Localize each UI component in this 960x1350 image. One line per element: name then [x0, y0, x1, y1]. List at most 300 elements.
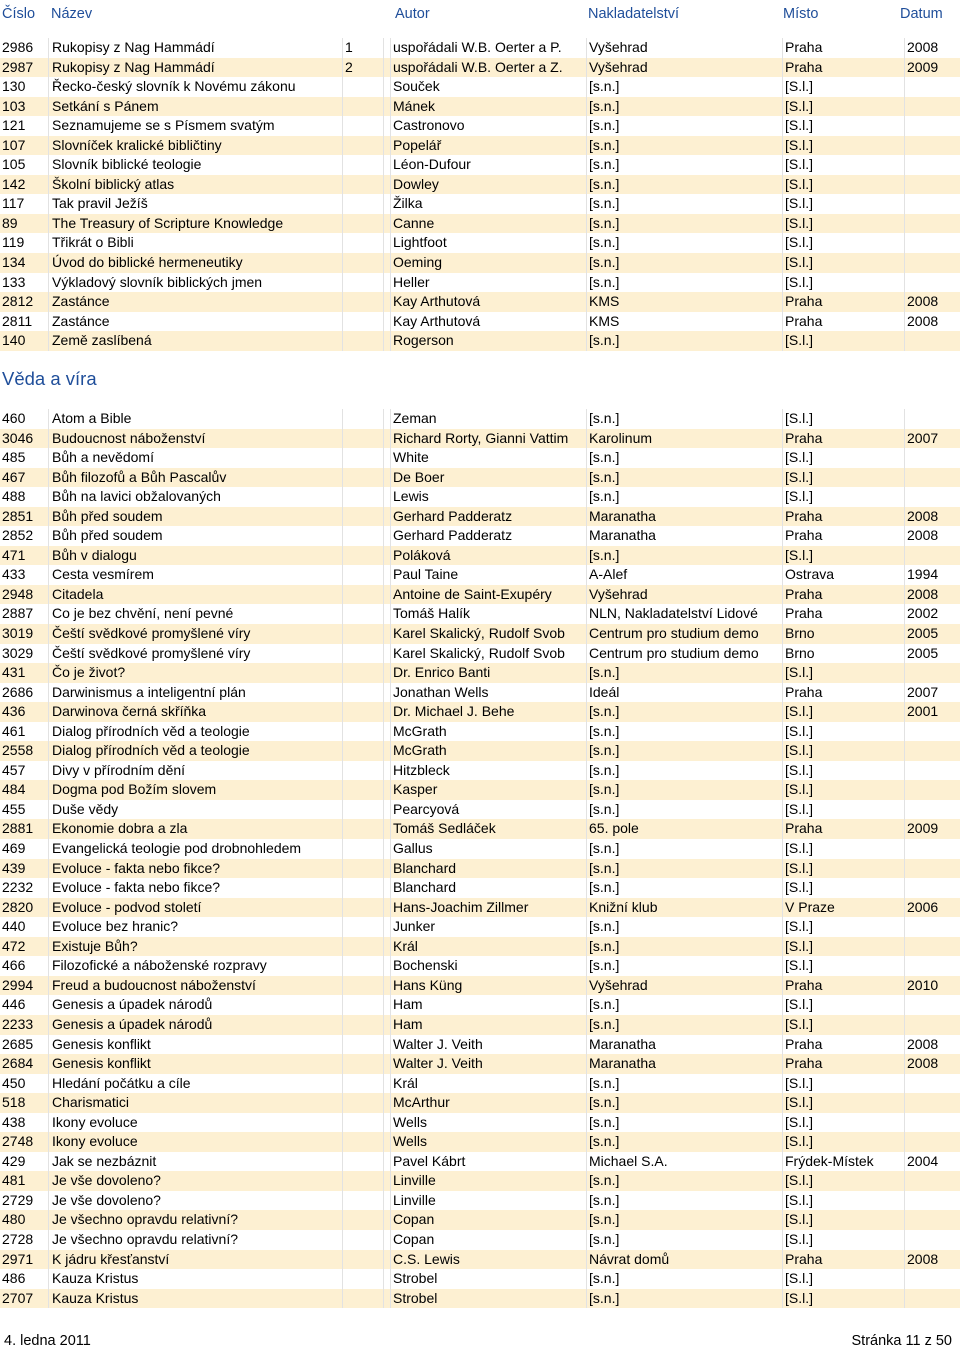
cell-nakladatelstvi: [s.n.]	[586, 878, 774, 898]
cell-svazek	[342, 273, 384, 293]
cell-nazev: Genesis konflikt	[48, 1054, 334, 1074]
cell-misto: [S.l.]	[782, 800, 896, 820]
cell-nakladatelstvi: [s.n.]	[586, 233, 774, 253]
cell-nakladatelstvi: 65. pole	[586, 819, 774, 839]
table-row	[0, 1132, 960, 1152]
cell-datum	[904, 995, 958, 1015]
cell-datum	[904, 77, 958, 97]
table-row	[0, 1035, 960, 1055]
cell-datum: 2002	[904, 604, 958, 624]
cell-autor: Jonathan Wells	[390, 683, 578, 703]
cell-nakladatelstvi: KMS	[586, 312, 774, 332]
cell-nakladatelstvi: [s.n.]	[586, 1210, 774, 1230]
cell-svazek	[342, 1093, 384, 1113]
cell-svazek	[342, 1054, 384, 1074]
cell-misto: Praha	[782, 58, 896, 78]
cell-nakladatelstvi: Maranatha	[586, 507, 774, 527]
cell-misto: Praha	[782, 312, 896, 332]
cell-cislo: 2887	[2, 605, 34, 622]
cell-nazev: Rukopisy z Nag Hammádí	[48, 58, 334, 78]
cell-autor: Dr. Michael J. Behe	[390, 702, 578, 722]
table-row	[0, 487, 960, 507]
cell-autor: Wells	[390, 1113, 578, 1133]
cell-nazev: Divy v přírodním dění	[48, 761, 334, 781]
cell-datum: 2007	[904, 683, 958, 703]
cell-nakladatelstvi: KMS	[586, 292, 774, 312]
cell-autor: Lightfoot	[390, 233, 578, 253]
cell-datum	[904, 1210, 958, 1230]
cell-misto: [S.l.]	[782, 1289, 896, 1309]
cell-datum: 1994	[904, 565, 958, 585]
cell-nazev: Je vše dovoleno?	[48, 1171, 334, 1191]
cell-svazek	[342, 898, 384, 918]
cell-nakladatelstvi: [s.n.]	[586, 1015, 774, 1035]
cell-nazev: Filozofické a náboženské rozpravy	[48, 956, 334, 976]
cell-svazek	[342, 917, 384, 937]
table-row	[0, 448, 960, 468]
cell-nakladatelstvi: [s.n.]	[586, 546, 774, 566]
cell-svazek	[342, 155, 384, 175]
cell-datum	[904, 155, 958, 175]
cell-nazev: Existuje Bůh?	[48, 937, 334, 957]
table-row	[0, 1152, 960, 1172]
cell-datum	[904, 409, 958, 429]
cell-datum: 2010	[904, 976, 958, 996]
cell-nakladatelstvi: [s.n.]	[586, 663, 774, 683]
cell-autor: Ham	[390, 1015, 578, 1035]
column-header	[0, 0, 960, 30]
cell-datum: 2001	[904, 702, 958, 722]
cell-cislo: 103	[2, 97, 26, 114]
cell-svazek	[342, 839, 384, 859]
cell-datum	[904, 97, 958, 117]
cell-nazev: Zastánce	[48, 312, 334, 332]
cell-nazev: Evoluce - fakta nebo fikce?	[48, 859, 334, 879]
cell-autor: Kasper	[390, 780, 578, 800]
cell-datum: 2009	[904, 58, 958, 78]
cell-nazev: Čo je život?	[48, 663, 334, 683]
cell-autor: uspořádali W.B. Oerter a Z.	[390, 58, 578, 78]
cell-autor: Král	[390, 1074, 578, 1094]
cell-autor: Dr. Enrico Banti	[390, 663, 578, 683]
cell-autor: Linville	[390, 1191, 578, 1211]
cell-svazek	[342, 1132, 384, 1152]
cell-datum: 2009	[904, 819, 958, 839]
cell-nakladatelstvi: [s.n.]	[586, 1289, 774, 1309]
cell-nakladatelstvi: [s.n.]	[586, 839, 774, 859]
cell-cislo: 450	[2, 1074, 26, 1091]
cell-nazev: Čeští svědkové promyšlené víry	[48, 624, 334, 644]
table-row	[0, 722, 960, 742]
cell-cislo: 457	[2, 761, 26, 778]
cell-misto: [S.l.]	[782, 995, 896, 1015]
cell-autor: Paul Taine	[390, 565, 578, 585]
cell-svazek	[342, 1191, 384, 1211]
cell-nakladatelstvi: [s.n.]	[586, 487, 774, 507]
table-row	[0, 1074, 960, 1094]
table-row	[0, 604, 960, 624]
cell-misto: [S.l.]	[782, 702, 896, 722]
cell-nakladatelstvi: [s.n.]	[586, 1269, 774, 1289]
cell-misto: [S.l.]	[782, 233, 896, 253]
cell-cislo: 2820	[2, 898, 34, 915]
cell-svazek	[342, 97, 384, 117]
table-row	[0, 761, 960, 781]
cell-cislo: 471	[2, 546, 26, 563]
cell-datum: 2008	[904, 526, 958, 546]
table-row	[0, 331, 960, 351]
cell-nakladatelstvi: A-Alef	[586, 565, 774, 585]
cell-svazek	[342, 1171, 384, 1191]
table-row	[0, 1210, 960, 1230]
cell-nakladatelstvi: Vyšehrad	[586, 976, 774, 996]
cell-cislo: 466	[2, 957, 26, 974]
cell-misto: [S.l.]	[782, 136, 896, 156]
cell-svazek	[342, 937, 384, 957]
cell-autor: Heller	[390, 273, 578, 293]
cell-nakladatelstvi: [s.n.]	[586, 116, 774, 136]
cell-cislo: 2812	[2, 293, 34, 310]
book-table-1	[0, 38, 960, 351]
cell-nazev: Řecko-český slovník k Novému zákonu	[48, 77, 334, 97]
cell-nazev: Hledání počátku a cíle	[48, 1074, 334, 1094]
cell-autor: Tomáš Sedláček	[390, 819, 578, 839]
cell-autor: Gerhard Padderatz	[390, 526, 578, 546]
cell-nazev: Ikony evoluce	[48, 1132, 334, 1152]
cell-cislo: 2729	[2, 1191, 34, 1208]
cell-datum: 2006	[904, 898, 958, 918]
table-row	[0, 1015, 960, 1035]
cell-misto: Ostrava	[782, 565, 896, 585]
cell-nazev: Setkání s Pánem	[48, 97, 334, 117]
cell-svazek	[342, 1113, 384, 1133]
table-row	[0, 937, 960, 957]
cell-misto: [S.l.]	[782, 273, 896, 293]
cell-nakladatelstvi: Centrum pro studium demo	[586, 644, 774, 664]
cell-nazev: Charismatici	[48, 1093, 334, 1113]
cell-cislo: 485	[2, 449, 26, 466]
cell-datum	[904, 116, 958, 136]
cell-cislo: 2994	[2, 976, 34, 993]
cell-nazev: Genesis konflikt	[48, 1035, 334, 1055]
cell-misto: [S.l.]	[782, 1113, 896, 1133]
cell-cislo: 439	[2, 859, 26, 876]
cell-datum: 2005	[904, 644, 958, 664]
table-row	[0, 702, 960, 722]
cell-misto: Brno	[782, 624, 896, 644]
header-nakladatelstvi: Nakladatelství	[588, 6, 680, 22]
cell-nakladatelstvi: [s.n.]	[586, 273, 774, 293]
cell-nazev: K jádru křesťanství	[48, 1250, 334, 1270]
table-row	[0, 565, 960, 585]
cell-datum	[904, 663, 958, 683]
cell-svazek	[342, 546, 384, 566]
cell-datum	[904, 878, 958, 898]
cell-svazek	[342, 331, 384, 351]
table-row	[0, 116, 960, 136]
cell-cislo: 2686	[2, 683, 34, 700]
cell-misto: [S.l.]	[782, 448, 896, 468]
table-row	[0, 1269, 960, 1289]
table-row	[0, 1054, 960, 1074]
cell-autor: McGrath	[390, 741, 578, 761]
cell-svazek	[342, 292, 384, 312]
cell-nakladatelstvi: [s.n.]	[586, 448, 774, 468]
cell-nakladatelstvi: [s.n.]	[586, 253, 774, 273]
footer-page-number: Stránka 11 z 50	[851, 1333, 952, 1349]
cell-nakladatelstvi: [s.n.]	[586, 136, 774, 156]
cell-svazek	[342, 780, 384, 800]
cell-nakladatelstvi: [s.n.]	[586, 1132, 774, 1152]
cell-datum: 2007	[904, 429, 958, 449]
cell-svazek	[342, 194, 384, 214]
cell-svazek	[342, 722, 384, 742]
cell-nazev: Ekonomie dobra a zla	[48, 819, 334, 839]
table-row	[0, 1113, 960, 1133]
cell-nakladatelstvi: [s.n.]	[586, 800, 774, 820]
cell-cislo: 2728	[2, 1230, 34, 1247]
cell-datum	[904, 331, 958, 351]
table-row	[0, 77, 960, 97]
cell-autor: Oeming	[390, 253, 578, 273]
cell-svazek	[342, 233, 384, 253]
cell-cislo: 438	[2, 1113, 26, 1130]
cell-nazev: Bůh a nevědomí	[48, 448, 334, 468]
cell-cislo: 446	[2, 996, 26, 1013]
cell-svazek	[342, 526, 384, 546]
cell-nazev: Je vše dovoleno?	[48, 1191, 334, 1211]
cell-nazev: Co je bez chvění, není pevné	[48, 604, 334, 624]
cell-misto: [S.l.]	[782, 663, 896, 683]
cell-nakladatelstvi: Karolinum	[586, 429, 774, 449]
cell-misto: Praha	[782, 604, 896, 624]
cell-nazev: Genesis a úpadek národů	[48, 995, 334, 1015]
cell-cislo: 3029	[2, 644, 34, 661]
cell-autor: Hans-Joachim Zillmer	[390, 898, 578, 918]
cell-misto: [S.l.]	[782, 761, 896, 781]
cell-misto: [S.l.]	[782, 1191, 896, 1211]
cell-datum	[904, 546, 958, 566]
cell-datum	[904, 136, 958, 156]
table-row	[0, 97, 960, 117]
table-row	[0, 780, 960, 800]
cell-svazek	[342, 468, 384, 488]
cell-misto: Brno	[782, 644, 896, 664]
table-row	[0, 683, 960, 703]
cell-nazev: Rukopisy z Nag Hammádí	[48, 38, 334, 58]
cell-misto: [S.l.]	[782, 214, 896, 234]
cell-nakladatelstvi: [s.n.]	[586, 175, 774, 195]
table-row	[0, 878, 960, 898]
cell-svazek	[342, 429, 384, 449]
cell-autor: Copan	[390, 1210, 578, 1230]
table-row	[0, 292, 960, 312]
cell-svazek	[342, 859, 384, 879]
cell-cislo: 429	[2, 1152, 26, 1169]
header-datum: Datum	[900, 6, 943, 22]
cell-datum	[904, 956, 958, 976]
cell-nazev: Slovník biblické teologie	[48, 155, 334, 175]
cell-datum: 2008	[904, 507, 958, 527]
cell-datum: 2008	[904, 585, 958, 605]
cell-cislo: 461	[2, 722, 26, 739]
cell-svazek	[342, 1152, 384, 1172]
cell-misto: Praha	[782, 683, 896, 703]
cell-misto: Frýdek-Místek	[782, 1152, 896, 1172]
cell-datum	[904, 1269, 958, 1289]
cell-cislo: 134	[2, 254, 26, 271]
cell-cislo: 2684	[2, 1055, 34, 1072]
cell-datum	[904, 253, 958, 273]
cell-cislo: 2707	[2, 1289, 34, 1306]
table-row	[0, 1230, 960, 1250]
cell-misto: Praha	[782, 1035, 896, 1055]
cell-svazek	[342, 878, 384, 898]
cell-misto: [S.l.]	[782, 839, 896, 859]
cell-nakladatelstvi: [s.n.]	[586, 409, 774, 429]
cell-cislo: 486	[2, 1270, 26, 1287]
cell-misto: [S.l.]	[782, 116, 896, 136]
cell-nazev: Evoluce bez hranic?	[48, 917, 334, 937]
cell-svazek	[342, 214, 384, 234]
cell-nazev: Zastánce	[48, 292, 334, 312]
cell-svazek	[342, 683, 384, 703]
cell-nazev: Darwinismus a inteligentní plán	[48, 683, 334, 703]
table-row	[0, 800, 960, 820]
cell-misto: [S.l.]	[782, 780, 896, 800]
table-row	[0, 1289, 960, 1309]
cell-cislo: 2851	[2, 507, 34, 524]
cell-nazev: Evoluce - fakta nebo fikce?	[48, 878, 334, 898]
cell-misto: Praha	[782, 585, 896, 605]
cell-cislo: 480	[2, 1211, 26, 1228]
cell-nazev: Duše vědy	[48, 800, 334, 820]
cell-misto: Praha	[782, 292, 896, 312]
cell-autor: Blanchard	[390, 878, 578, 898]
table-row	[0, 136, 960, 156]
cell-nakladatelstvi: Centrum pro studium demo	[586, 624, 774, 644]
cell-nakladatelstvi: [s.n.]	[586, 1230, 774, 1250]
cell-nazev: Slovníček kralické bibličtiny	[48, 136, 334, 156]
cell-autor: Hitzbleck	[390, 761, 578, 781]
cell-misto: Praha	[782, 1054, 896, 1074]
footer-date: 4. ledna 2011	[4, 1333, 91, 1349]
cell-misto: [S.l.]	[782, 409, 896, 429]
cell-misto: [S.l.]	[782, 1230, 896, 1250]
cell-autor: Léon-Dufour	[390, 155, 578, 175]
table-row	[0, 468, 960, 488]
cell-autor: Richard Rorty, Gianni Vattim	[390, 429, 578, 449]
cell-autor: Wells	[390, 1132, 578, 1152]
cell-nazev: Země zaslíbená	[48, 331, 334, 351]
cell-autor: Tomáš Halík	[390, 604, 578, 624]
cell-nakladatelstvi: [s.n.]	[586, 995, 774, 1015]
cell-autor: Dowley	[390, 175, 578, 195]
cell-nazev: Úvod do biblické hermeneutiky	[48, 253, 334, 273]
cell-autor: Junker	[390, 917, 578, 937]
cell-autor: Castronovo	[390, 116, 578, 136]
cell-cislo: 518	[2, 1094, 26, 1111]
table-row	[0, 995, 960, 1015]
cell-datum	[904, 839, 958, 859]
cell-cislo: 140	[2, 332, 26, 349]
cell-nakladatelstvi: [s.n.]	[586, 859, 774, 879]
cell-cislo: 130	[2, 78, 26, 95]
cell-cislo: 431	[2, 664, 26, 681]
cell-cislo: 142	[2, 175, 26, 192]
table-row	[0, 644, 960, 664]
cell-nakladatelstvi: Ideál	[586, 683, 774, 703]
cell-nakladatelstvi: Vyšehrad	[586, 38, 774, 58]
cell-nazev: Je všechno opravdu relativní?	[48, 1210, 334, 1230]
cell-autor: McGrath	[390, 722, 578, 742]
cell-datum	[904, 1015, 958, 1035]
table-row	[0, 312, 960, 332]
cell-datum: 2008	[904, 1250, 958, 1270]
cell-nazev: Bůh na lavici obžalovaných	[48, 487, 334, 507]
cell-misto: Praha	[782, 819, 896, 839]
table-row	[0, 273, 960, 293]
cell-misto: [S.l.]	[782, 1074, 896, 1094]
table-row	[0, 1093, 960, 1113]
cell-svazek	[342, 663, 384, 683]
cell-nazev: The Treasury of Scripture Knowledge	[48, 214, 334, 234]
cell-autor: Lewis	[390, 487, 578, 507]
cell-nazev: Evangelická teologie pod drobnohledem	[48, 839, 334, 859]
cell-cislo: 121	[2, 117, 26, 134]
cell-autor: Walter J. Veith	[390, 1054, 578, 1074]
cell-nakladatelstvi: Michael S.A.	[586, 1152, 774, 1172]
cell-nazev: Genesis a úpadek národů	[48, 1015, 334, 1035]
cell-nakladatelstvi: Knižní klub	[586, 898, 774, 918]
cell-autor: Antoine de Saint-Exupéry	[390, 585, 578, 605]
cell-misto: [S.l.]	[782, 917, 896, 937]
cell-datum: 2008	[904, 1054, 958, 1074]
cell-nakladatelstvi: [s.n.]	[586, 1113, 774, 1133]
cell-autor: Walter J. Veith	[390, 1035, 578, 1055]
cell-nakladatelstvi: [s.n.]	[586, 77, 774, 97]
cell-misto: [S.l.]	[782, 253, 896, 273]
cell-cislo: 2233	[2, 1015, 34, 1032]
cell-cislo: 107	[2, 136, 26, 153]
cell-nakladatelstvi: Maranatha	[586, 526, 774, 546]
table-row	[0, 38, 960, 58]
cell-svazek	[342, 585, 384, 605]
cell-nakladatelstvi: Maranatha	[586, 1035, 774, 1055]
cell-autor: De Boer	[390, 468, 578, 488]
cell-cislo: 3019	[2, 625, 34, 642]
cell-cislo: 117	[2, 195, 25, 212]
cell-nakladatelstvi: [s.n.]	[586, 155, 774, 175]
cell-autor: Hans Küng	[390, 976, 578, 996]
cell-autor: Ham	[390, 995, 578, 1015]
cell-datum	[904, 1074, 958, 1094]
cell-nakladatelstvi: [s.n.]	[586, 214, 774, 234]
cell-autor: Pavel Kábrt	[390, 1152, 578, 1172]
cell-datum	[904, 800, 958, 820]
cell-svazek	[342, 507, 384, 527]
cell-cislo: 2558	[2, 742, 34, 759]
table-row	[0, 917, 960, 937]
cell-nazev: Citadela	[48, 585, 334, 605]
table-row	[0, 233, 960, 253]
table-row	[0, 839, 960, 859]
cell-nazev: Je všechno opravdu relativní?	[48, 1230, 334, 1250]
cell-svazek: 1	[342, 38, 384, 58]
cell-svazek	[342, 800, 384, 820]
cell-datum	[904, 1171, 958, 1191]
cell-nakladatelstvi: Vyšehrad	[586, 585, 774, 605]
